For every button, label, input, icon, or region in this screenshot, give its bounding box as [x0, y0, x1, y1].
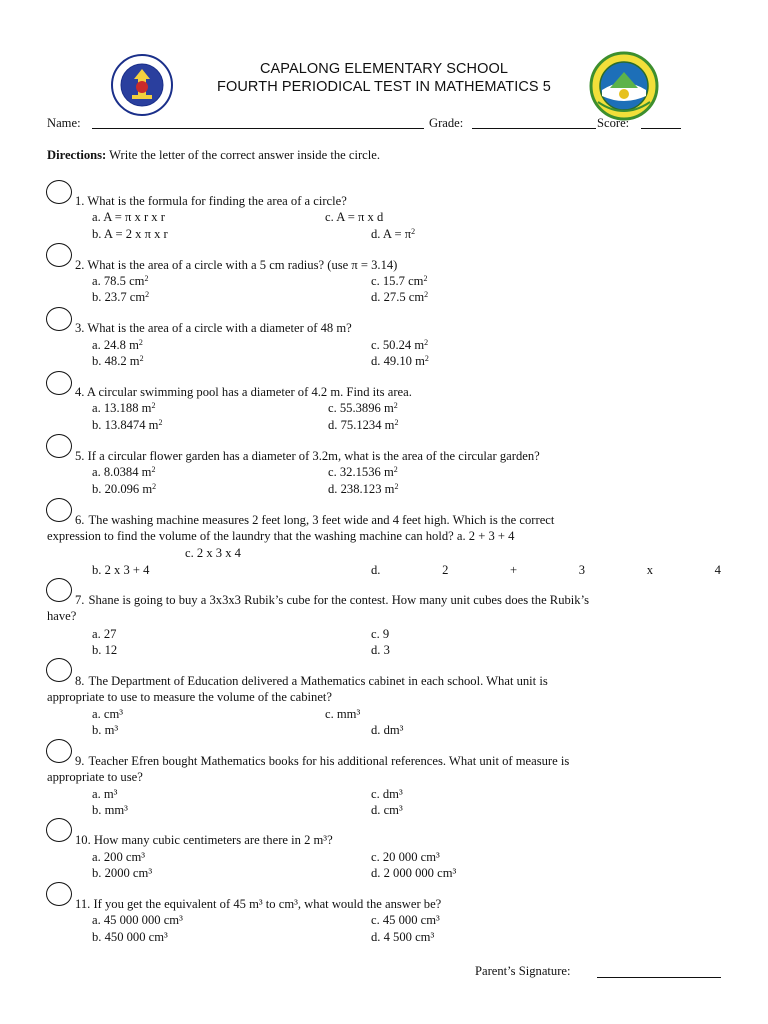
- score-blank[interactable]: [641, 128, 681, 129]
- directions-label: Directions:: [47, 148, 107, 162]
- option-c: c. 50.24 $m^2$: [371, 338, 429, 352]
- option-b: b. 12: [92, 643, 118, 657]
- question-4: 4. A circular swimming pool has a diameter of 4.2 m. Find its area.: [75, 385, 412, 399]
- score-label: Score:: [597, 116, 630, 130]
- answer-circle[interactable]: [46, 578, 72, 602]
- answer-circle[interactable]: [46, 180, 72, 204]
- option-c: c. dm³: [371, 787, 403, 801]
- option-a: a. 78.5 $cm^2$: [92, 274, 149, 288]
- answer-circle[interactable]: [46, 658, 72, 682]
- option-d: d. cm³: [371, 803, 403, 817]
- school-name: CAPALONG ELEMENTARY SCHOOL: [259, 61, 509, 77]
- name-blank[interactable]: [92, 128, 424, 129]
- grade-label: Grade:: [429, 116, 464, 130]
- option-d: d. 3: [371, 643, 390, 657]
- directions: [47, 148, 380, 163]
- option-d: d. 49.10 $m^2$: [371, 354, 429, 368]
- option-d: d. 4 500 cm³: [371, 930, 435, 944]
- answer-circle[interactable]: [46, 818, 72, 842]
- option-d: d. 2 000 000 cm³: [371, 866, 457, 880]
- option-a: a. 27: [92, 627, 117, 641]
- option-c: c. mm³: [325, 707, 361, 721]
- question-11: 11. If you get the equivalent of 45 m³ to cm³, what would the answer be?: [75, 897, 442, 911]
- question-8: 8. The Department of Education delivered a Mathematics cabinet in each school. What unit is: [75, 674, 548, 688]
- option-b: b. 13.8474 $m^2$: [92, 418, 163, 432]
- name-label: Name:: [47, 116, 81, 130]
- option-a: a. 45 000 000 cm³: [92, 913, 183, 927]
- option-b: b. m³: [92, 723, 119, 737]
- option-c: c. 55.3896 $m^2$: [328, 401, 398, 415]
- parent-signature-blank[interactable]: [597, 977, 721, 978]
- question-6: [75, 512, 721, 528]
- question-7-line-2: have?: [47, 609, 77, 623]
- option-d: d. 2 + 3 x 4: [371, 563, 721, 577]
- answer-circle[interactable]: [46, 739, 72, 763]
- option-a: a. A = π x r x r: [92, 210, 165, 224]
- question-9-line-2: appropriate to use?: [47, 770, 143, 784]
- option-c: c. 9: [371, 627, 390, 641]
- question-6-line-2: expression to find the volume of the laundry that the washing machine can hold? a. 2 + 3 + 4: [47, 529, 515, 543]
- option-c: c. 2 x 3 x 4: [185, 546, 241, 560]
- question-5: 5. If a circular flower garden has a diameter of 3.2m, what is the area of the circular garden?: [75, 449, 540, 463]
- answer-circle[interactable]: [46, 307, 72, 331]
- option-d: d. 27.5 $cm^2$: [371, 290, 429, 304]
- directions-text: Write the letter of the correct answer inside the circle.: [109, 148, 380, 162]
- option-c: c. 32.1536 $m^2$: [328, 465, 398, 479]
- option-b: b. 48.2 $m^2$: [92, 354, 144, 368]
- question-7: 7. Shane is going to buy a 3x3x3 Rubik’s cube for the contest. How many unit cubes does the Rubik’s: [75, 593, 589, 607]
- answer-circle[interactable]: [46, 243, 72, 267]
- option-b: b. 23.7 $cm^2$: [92, 290, 150, 304]
- option-b: b. 2 x 3 + 4: [92, 563, 150, 577]
- option-d: d. 75.1234 $m^2$: [328, 418, 399, 432]
- option-a: a. 13.188 $m^2$: [92, 401, 156, 415]
- option-d: d. $A = \pi^2$: [371, 227, 416, 241]
- parent-signature-label: Parent’s Signature:: [475, 964, 571, 978]
- question-2: 2. What is the area of a circle with a 5 cm radius? (use π = 3.14): [75, 258, 398, 272]
- option-a: a. m³: [92, 787, 118, 801]
- question-3: 3. What is the area of a circle with a diameter of 48 m?: [75, 321, 352, 335]
- question-8-line-2: appropriate to use to measure the volume of the cabinet?: [47, 690, 333, 704]
- option-a: a. 8.0384 $m^2$: [92, 465, 156, 479]
- option-a: a. 200 cm³: [92, 850, 146, 864]
- test-title: FOURTH PERIODICAL TEST IN MATHEMATICS 5: [217, 79, 551, 95]
- option-c: c. 15.7 $cm^2$: [371, 274, 428, 288]
- question-6-line-1: 6. The washing machine measures 2 feet long, 3 feet wide and 4 feet high. Which is the correct: [75, 513, 555, 527]
- answer-circle[interactable]: [46, 498, 72, 522]
- answer-circle[interactable]: [46, 882, 72, 906]
- option-b: b. 2000 cm³: [92, 866, 153, 880]
- option-b: b. mm³: [92, 803, 128, 817]
- option-a: a. cm³: [92, 707, 124, 721]
- option-a: a. 24.8 $m^2$: [92, 338, 143, 352]
- answer-circle[interactable]: [46, 434, 72, 458]
- option-d: d. 238.123 $m^2$: [328, 482, 399, 496]
- option-c: c. A = π x d: [325, 210, 384, 224]
- question-1: 1. What is the formula for finding the area of a circle?: [75, 194, 347, 208]
- option-b: b. 450 000 cm³: [92, 930, 168, 944]
- question-10: 10. How many cubic centimeters are there in 2 m³?: [75, 833, 333, 847]
- option-b: b. A = 2 x π x r: [92, 227, 168, 241]
- answer-circle[interactable]: [46, 371, 72, 395]
- grade-blank[interactable]: [472, 128, 596, 129]
- option-c: c. 20 000 cm³: [371, 850, 440, 864]
- option-c: c. 45 000 cm³: [371, 913, 440, 927]
- question-9: 9. Teacher Efren bought Mathematics books for his additional references. What unit of measure is: [75, 754, 570, 768]
- option-b: b. 20.096 $m^2$: [92, 482, 157, 496]
- option-d: d. dm³: [371, 723, 404, 737]
